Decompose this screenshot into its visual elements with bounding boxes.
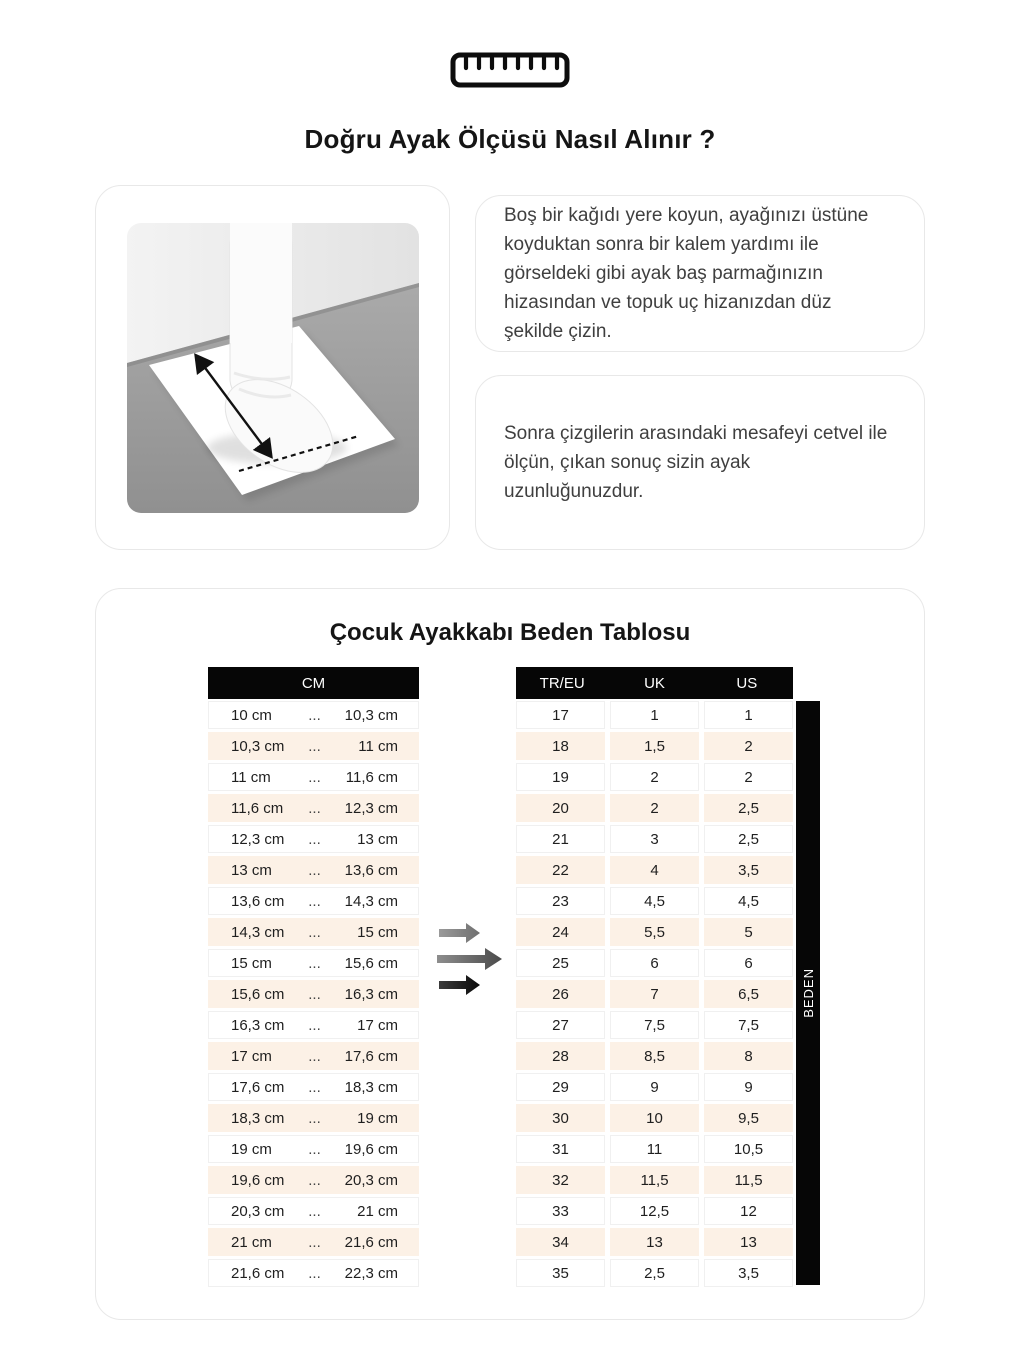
uk-value: 2 [610,763,699,791]
table-row [208,1042,419,1070]
table-row [208,1073,419,1101]
cm-header-label: CM [301,674,326,692]
ruler-icon [0,52,1020,88]
tr-eu-value: 23 [516,887,605,915]
cm-from-value: 11,6 cm [231,799,284,817]
range-separator: ... [308,737,321,755]
table-row [208,856,419,884]
instruction-text-1: Boş bir kağıdı yere koyun, ayağınızı üstüne koyduktan sonra bir kalem yardımı ile görseldeki gibi ayak baş parmağınızın hizasından ve topuk uç hizanızdan düz şekilde çizin. [504,205,869,342]
uk-value: 4,5 [610,887,699,915]
tr-eu-value: 27 [516,1011,605,1039]
cm-from-value: 19 cm [231,1140,272,1158]
us-value: 2 [704,732,793,760]
cm-from-value: 10 cm [231,706,272,724]
uk-value: 11 [610,1135,699,1163]
cm-to-value: 12,3 cm [344,799,398,817]
table-row [208,1228,419,1256]
range-separator: ... [308,706,321,724]
size-table [516,667,793,1287]
size-chart-title: Çocuk Ayakkabı Beden Tablosu [329,619,691,646]
table-row [516,1104,793,1132]
table-row [208,1166,419,1194]
cm-from-value: 21,6 cm [231,1264,285,1282]
cm-from-value: 10,3 cm [231,737,285,755]
table-row [208,949,419,977]
cm-from-value: 19,6 cm [231,1171,285,1189]
uk-value: 1 [610,701,699,729]
header-us: US [736,674,758,692]
cm-from-value: 15 cm [231,954,272,972]
cm-from-value: 13 cm [231,861,272,879]
cm-to-value: 18,3 cm [344,1078,398,1096]
tr-eu-value: 24 [516,918,605,946]
us-value: 2,5 [704,825,793,853]
uk-value: 11,5 [610,1166,699,1194]
cm-table-rows [208,701,419,1287]
cm-from-value: 14,3 cm [231,923,285,941]
tr-eu-value: 30 [516,1104,605,1132]
us-value: 9 [704,1073,793,1101]
instruction-text-2: Sonra çizgilerin arasındaki mesafeyi cetvel ile ölçün, çıkan sonuç sizin ayak uzunluğunuzdur. [504,423,888,502]
table-row [516,1073,793,1101]
table-row [208,980,419,1008]
us-value: 10,5 [704,1135,793,1163]
range-separator: ... [308,1016,321,1034]
table-row [516,1135,793,1163]
cm-table [208,667,419,1287]
table-row [516,918,793,946]
cm-to-value: 14,3 cm [344,892,398,910]
tr-eu-value: 31 [516,1135,605,1163]
cm-from-value: 17 cm [231,1047,272,1065]
size-table-rows [516,701,793,1287]
size-table-header [516,667,793,699]
us-value: 5 [704,918,793,946]
table-row [208,701,419,729]
cm-table-header [208,667,419,699]
tr-eu-value: 35 [516,1259,605,1287]
us-value: 2,5 [704,794,793,822]
range-separator: ... [308,1233,321,1251]
us-value: 3,5 [704,856,793,884]
range-separator: ... [308,830,321,848]
table-row [516,1042,793,1070]
table-row [516,763,793,791]
range-separator: ... [308,1140,321,1158]
us-value: 7,5 [704,1011,793,1039]
uk-value: 7 [610,980,699,1008]
us-value: 12 [704,1197,793,1225]
header-uk: UK [644,674,665,692]
cm-to-value: 22,3 cm [344,1264,398,1282]
uk-value: 1,5 [610,732,699,760]
tr-eu-value: 33 [516,1197,605,1225]
table-row [516,1259,793,1287]
header-tr-eu: TR/EU [539,674,585,692]
uk-value: 13 [610,1228,699,1256]
cm-to-value: 21,6 cm [344,1233,398,1251]
range-separator: ... [308,799,321,817]
beden-side-label [796,701,820,1285]
cm-from-value: 18,3 cm [231,1109,285,1127]
transfer-arrows-icon [436,921,504,1002]
cm-from-value: 20,3 cm [231,1202,285,1220]
cm-from-value: 21 cm [231,1233,272,1251]
us-value: 13 [704,1228,793,1256]
tr-eu-value: 29 [516,1073,605,1101]
table-row [516,856,793,884]
cm-to-value: 21 cm [357,1202,398,1220]
cm-to-value: 11 cm [358,737,398,755]
table-row [516,980,793,1008]
uk-value: 6 [610,949,699,977]
tr-eu-value: 28 [516,1042,605,1070]
us-value: 6,5 [704,980,793,1008]
table-row [208,732,419,760]
cm-to-value: 20,3 cm [344,1171,398,1189]
uk-value: 4 [610,856,699,884]
uk-value: 3 [610,825,699,853]
foot-measurement-card [95,185,450,550]
cm-to-value: 17,6 cm [344,1047,398,1065]
table-row [516,1166,793,1194]
table-row [516,701,793,729]
range-separator: ... [308,1264,321,1282]
range-separator: ... [308,1202,321,1220]
table-row [516,825,793,853]
tr-eu-value: 17 [516,701,605,729]
instruction-card-1 [475,195,925,352]
us-value: 11,5 [704,1166,793,1194]
range-separator: ... [308,923,321,941]
table-row [208,794,419,822]
cm-to-value: 13,6 cm [344,861,398,879]
cm-to-value: 15 cm [357,923,398,941]
range-separator: ... [308,1109,321,1127]
uk-value: 2,5 [610,1259,699,1287]
cm-from-value: 11 cm [231,768,271,786]
table-row [208,1197,419,1225]
cm-from-value: 13,6 cm [231,892,285,910]
table-row [208,1135,419,1163]
cm-to-value: 17 cm [357,1016,398,1034]
table-row [516,794,793,822]
tr-eu-value: 25 [516,949,605,977]
cm-to-value: 19,6 cm [344,1140,398,1158]
table-row [208,1011,419,1039]
tr-eu-value: 18 [516,732,605,760]
table-row [516,887,793,915]
foot-measurement-illustration [127,223,419,513]
instruction-card-2 [475,375,925,550]
range-separator: ... [308,861,321,879]
tr-eu-value: 26 [516,980,605,1008]
cm-from-value: 12,3 cm [231,830,285,848]
cm-to-value: 15,6 cm [344,954,398,972]
uk-value: 8,5 [610,1042,699,1070]
table-row [208,763,419,791]
beden-label-text: BEDEN [800,968,816,1018]
us-value: 1 [704,701,793,729]
uk-value: 12,5 [610,1197,699,1225]
uk-value: 2 [610,794,699,822]
cm-to-value: 13 cm [357,830,398,848]
range-separator: ... [308,985,321,1003]
us-value: 6 [704,949,793,977]
size-chart-card [95,588,925,1320]
range-separator: ... [308,1078,321,1096]
cm-from-value: 16,3 cm [231,1016,285,1034]
cm-to-value: 16,3 cm [344,985,398,1003]
us-value: 3,5 [704,1259,793,1287]
page-title: Doğru Ayak Ölçüsü Nasıl Alınır ? [304,124,716,154]
table-row [516,1011,793,1039]
table-row [208,1104,419,1132]
table-row [516,1197,793,1225]
table-row [208,887,419,915]
us-value: 9,5 [704,1104,793,1132]
us-value: 4,5 [704,887,793,915]
us-value: 8 [704,1042,793,1070]
tr-eu-value: 32 [516,1166,605,1194]
tr-eu-value: 19 [516,763,605,791]
tr-eu-value: 21 [516,825,605,853]
table-row [208,918,419,946]
range-separator: ... [308,892,321,910]
uk-value: 10 [610,1104,699,1132]
tr-eu-value: 22 [516,856,605,884]
range-separator: ... [308,954,321,972]
tr-eu-value: 34 [516,1228,605,1256]
table-row [208,825,419,853]
uk-value: 7,5 [610,1011,699,1039]
uk-value: 5,5 [610,918,699,946]
uk-value: 9 [610,1073,699,1101]
cm-to-value: 19 cm [357,1109,398,1127]
range-separator: ... [308,1047,321,1065]
tr-eu-value: 20 [516,794,605,822]
table-row [516,1228,793,1256]
cm-from-value: 17,6 cm [231,1078,285,1096]
cm-to-value: 10,3 cm [344,706,398,724]
table-row [208,1259,419,1287]
us-value: 2 [704,763,793,791]
range-separator: ... [308,768,321,786]
cm-from-value: 15,6 cm [231,985,285,1003]
table-row [516,949,793,977]
table-row [516,732,793,760]
range-separator: ... [308,1171,321,1189]
cm-to-value: 11,6 cm [345,768,398,786]
